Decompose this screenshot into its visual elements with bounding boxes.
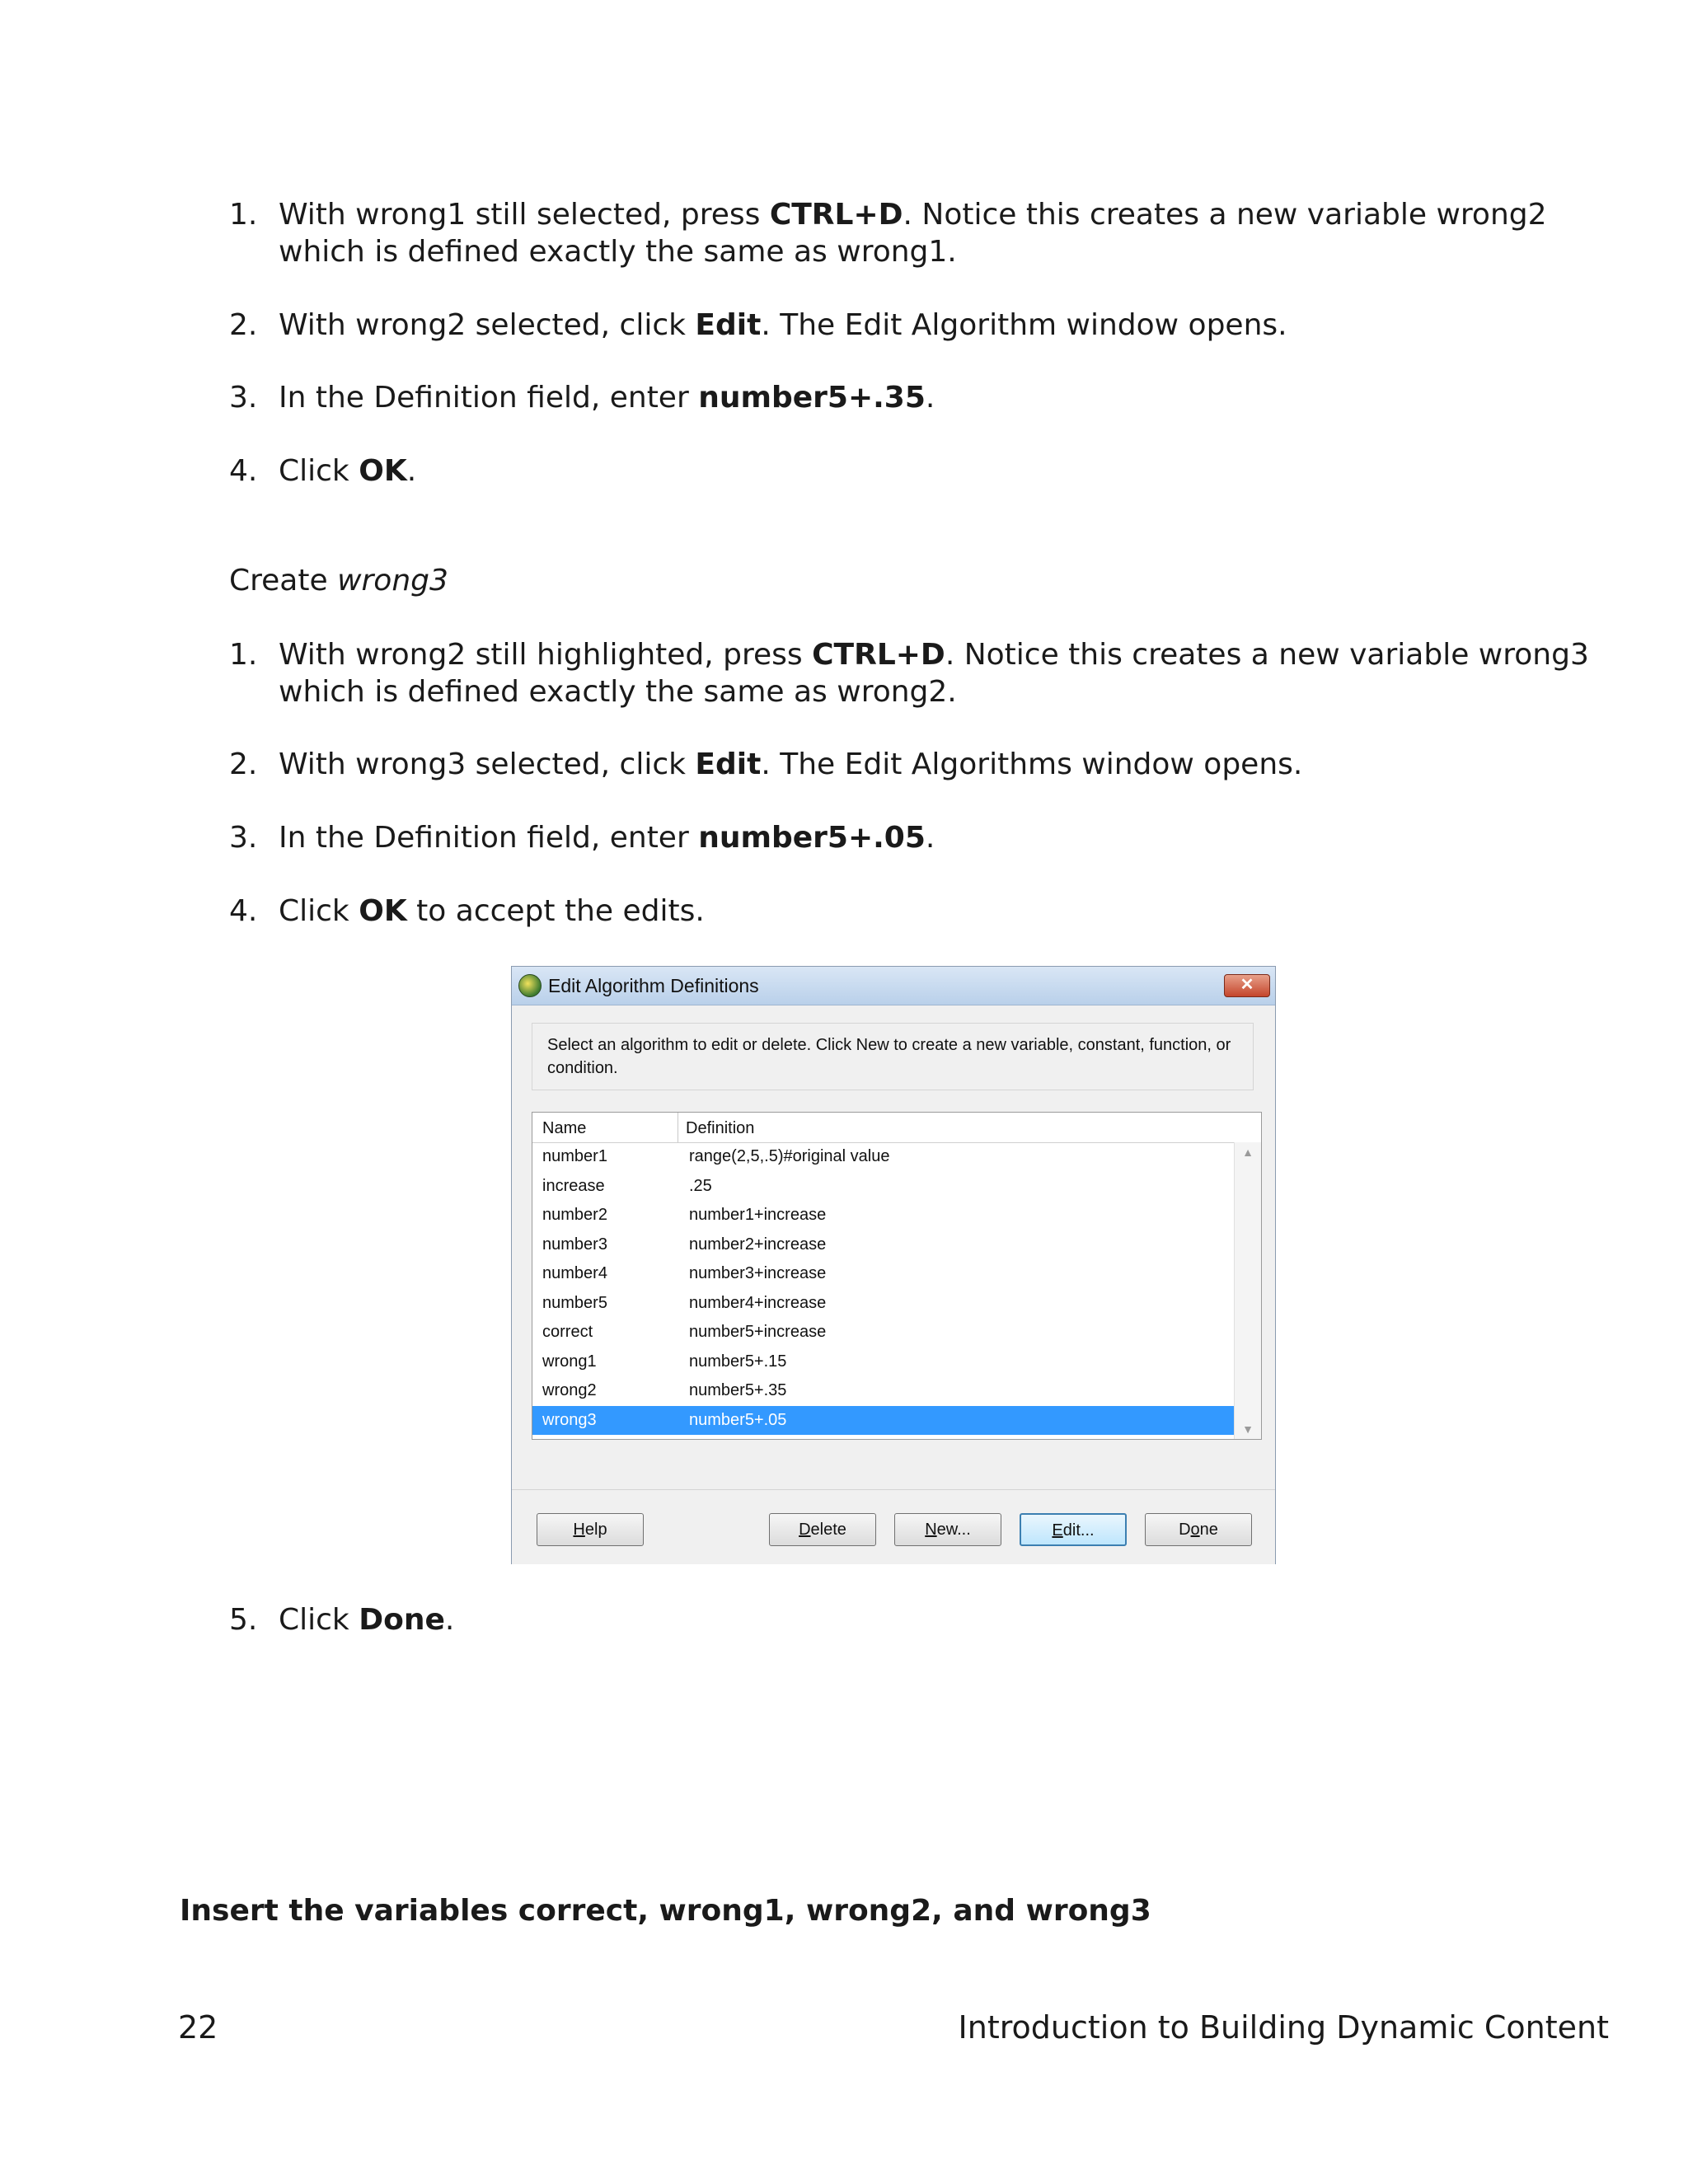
delete-button-label: elete (810, 1521, 846, 1539)
step-text (279, 819, 1614, 856)
step-key-term: OK (359, 894, 407, 928)
step-key-term: CTRL+D (812, 638, 945, 672)
row-definition: range(2,5,.5)#original value (689, 1147, 890, 1165)
subheading (229, 562, 448, 599)
list-row[interactable] (532, 1142, 1235, 1172)
new-button[interactable] (894, 1513, 1001, 1546)
step-text (279, 196, 1614, 270)
row-name: number2 (542, 1206, 607, 1224)
row-definition: number1+increase (689, 1206, 827, 1224)
step-text-part: Click (279, 454, 359, 488)
step-text-part: . The Edit Algorithms window opens. (761, 748, 1303, 781)
done-button[interactable] (1145, 1513, 1252, 1546)
list-row[interactable] (532, 1376, 1235, 1406)
page-number: 22 (178, 2009, 218, 2046)
row-definition: number5+.15 (689, 1352, 787, 1371)
step-number: 3. (229, 381, 258, 415)
list-row[interactable] (532, 1201, 1235, 1230)
step-text-part: . (444, 1603, 455, 1637)
dialog-title: Edit Algorithm Definitions (548, 975, 759, 996)
new-button-label: ew... (936, 1521, 971, 1539)
step-number: 1. (229, 198, 258, 232)
list-row[interactable] (532, 1318, 1235, 1347)
dialog-button-bar (512, 1489, 1275, 1564)
delete-button[interactable] (769, 1513, 876, 1546)
done-button-mnemonic: o (1190, 1521, 1200, 1539)
step-text-part: . The Edit Algorithm window opens. (761, 308, 1287, 342)
list-scrollbar[interactable] (1234, 1142, 1261, 1439)
step-text-part: to accept the edits. (406, 894, 705, 928)
step-text-part: . (925, 381, 935, 415)
dialog-titlebar (512, 967, 1275, 1005)
help-button[interactable] (537, 1513, 644, 1546)
row-name: number3 (542, 1235, 607, 1254)
list-row-selected[interactable] (532, 1406, 1235, 1436)
help-button-mnemonic: H (573, 1521, 585, 1539)
step-number: 2. (229, 308, 258, 342)
row-name: wrong3 (542, 1410, 597, 1429)
row-name: correct (542, 1323, 593, 1341)
list-header (532, 1113, 1261, 1143)
row-definition: number5+.35 (689, 1381, 787, 1399)
edit-algorithm-dialog (511, 966, 1276, 1564)
instructions-box (532, 1023, 1254, 1090)
subheading-variable: wrong3 (337, 564, 448, 598)
step-number: 4. (229, 894, 258, 928)
step-key-term: Edit (695, 748, 762, 781)
step-text-part: With wrong3 selected, click (279, 748, 696, 781)
step-text-part: In the Definition field, enter (279, 821, 699, 855)
step-text-part: With wrong2 selected, click (279, 308, 696, 342)
edit-button-label: dit... (1062, 1521, 1095, 1540)
app-icon (518, 974, 542, 997)
row-definition: number3+increase (689, 1264, 827, 1282)
row-definition: number5+increase (689, 1323, 827, 1341)
edit-button[interactable] (1020, 1513, 1127, 1546)
step-number: 3. (229, 821, 258, 855)
done-button-label: D (1179, 1521, 1191, 1539)
step-text-part: In the Definition field, enter (279, 381, 699, 415)
row-definition: .25 (689, 1176, 712, 1195)
list-row[interactable] (532, 1230, 1235, 1260)
algorithm-list[interactable] (532, 1112, 1262, 1440)
column-header-definition[interactable]: Definition (686, 1119, 755, 1137)
help-button-label: elp (584, 1521, 607, 1539)
list-row[interactable] (532, 1347, 1235, 1377)
list-row[interactable] (532, 1172, 1235, 1202)
row-name: number5 (542, 1293, 607, 1312)
list-row[interactable] (532, 1289, 1235, 1319)
row-name: number4 (542, 1264, 607, 1282)
step-text-part: With wrong1 still selected, press (279, 198, 770, 232)
step-text (279, 452, 1614, 490)
list-row[interactable] (532, 1259, 1235, 1289)
step-key-term: Edit (695, 308, 762, 342)
delete-button-mnemonic: D (799, 1521, 811, 1539)
step-key-term: CTRL+D (769, 198, 903, 232)
row-name: wrong2 (542, 1381, 597, 1399)
scroll-up-arrow-icon[interactable]: ▲ (1242, 1146, 1254, 1159)
step-text (279, 307, 1614, 344)
step-text (279, 893, 1614, 930)
new-button-mnemonic: N (925, 1521, 937, 1539)
list-rows (532, 1142, 1235, 1435)
step-text (279, 379, 1614, 416)
column-header-name[interactable]: Name (542, 1119, 587, 1137)
section-heading: Insert the variables correct, wrong1, wrong2, and wrong3 (180, 1894, 1151, 1928)
step-text-part: Click (279, 894, 359, 928)
row-name: number1 (542, 1147, 607, 1165)
subheading-text: Create (229, 564, 338, 598)
step-text (279, 636, 1614, 710)
row-name: wrong1 (542, 1352, 597, 1371)
row-name: increase (542, 1176, 605, 1195)
row-definition: number4+increase (689, 1293, 827, 1312)
step-text-part: . Notice this creates a new variable wrong2 which is defined exactly the same as wrong1. (279, 198, 1547, 269)
row-definition: number5+.05 (689, 1410, 787, 1429)
step-text-part: Click (279, 1603, 359, 1637)
instructions-text: Select an algorithm to edit or delete. Click New to create a new variable, constant, function, or condition. (547, 1036, 1231, 1077)
step-number: 1. (229, 638, 258, 672)
step-key-term: Done (359, 1603, 445, 1637)
edit-button-mnemonic: E (1052, 1521, 1063, 1540)
scroll-down-arrow-icon[interactable]: ▼ (1242, 1422, 1254, 1436)
step-text-part: . Notice this creates a new variable wrong3 which is defined exactly the same as wrong2. (279, 638, 1589, 709)
step-key-term: number5+.05 (698, 821, 926, 855)
step-key-term: number5+.35 (698, 381, 926, 415)
row-definition: number2+increase (689, 1235, 827, 1254)
step-key-term: OK (359, 454, 407, 488)
step-text (279, 1601, 1614, 1638)
step-number: 2. (229, 748, 258, 781)
step-text-part: . (406, 454, 417, 488)
step-text (279, 746, 1614, 783)
step-number: 4. (229, 454, 258, 488)
close-icon[interactable]: ✕ (1224, 974, 1270, 997)
done-button-label: ne (1199, 1521, 1218, 1539)
footer-title: Introduction to Building Dynamic Content (958, 2009, 1609, 2046)
step-text-part: . (925, 821, 935, 855)
step-number: 5. (229, 1603, 258, 1637)
step-text-part: With wrong2 still highlighted, press (279, 638, 813, 672)
